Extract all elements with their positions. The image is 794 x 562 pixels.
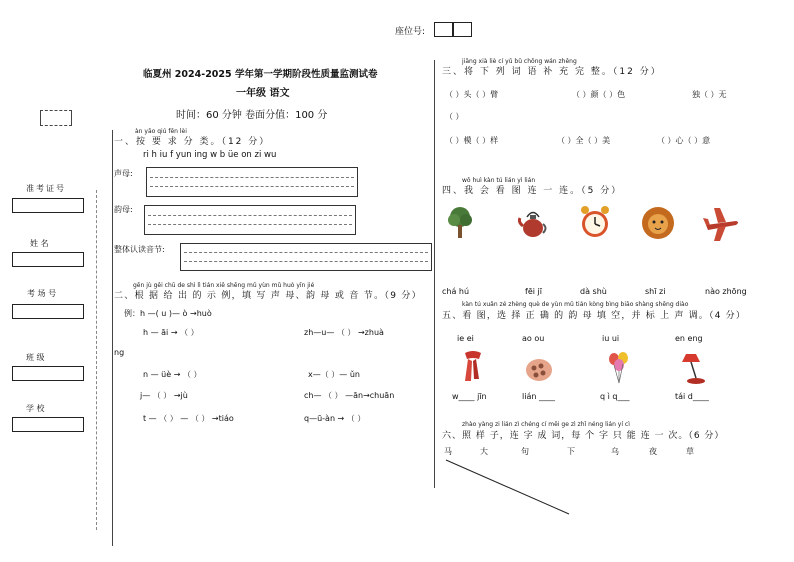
airplane-icon [700,203,742,245]
q1-label-whole: 整体认读音节: [114,245,165,254]
sidebar-field-label: 准考证号 [26,184,66,193]
q4-title: 四、我 会 看 图 连 一 连。（5 分） [442,186,623,196]
finals-writing-box[interactable] [144,205,356,235]
q2-item: zh—u— （ ） →zhuà [304,328,384,337]
q2-item: ng [114,348,125,357]
q2-example: 例：h —( u )— ò →huò [124,309,212,318]
lotus-root-icon [521,350,557,386]
q5-pinyin: kàn tú xuǎn zé zhèng què de yùn mǔ tián kòng bìng biāo shàng shēng diào [462,301,689,308]
q2-item: j— （ ） →jù [140,391,188,400]
initials-writing-box[interactable] [146,167,358,197]
q1-letters: ri h iu f yun ing w b üe on zi wu [143,150,277,160]
binding-line [96,190,97,530]
grade-subject: 一年级 语文 [236,88,290,99]
seat-box-2[interactable] [453,22,472,37]
q2-item: t — （ ） — （ ） →tiáo [143,414,234,423]
q3-item: （ ）颜（ ）色 [572,90,626,99]
q6-pinyin: zhào yàng zi lián zì chéng cí měi ge zì zhǐ néng lián yí cì [462,421,630,428]
q1-label-initials: 声母: [114,169,133,178]
sidebar-dash-box [40,110,72,126]
q2-pinyin: gēn jù gěi chū de shì lì tián xiě shēng mǔ yùn mǔ huò yīn jié [133,282,315,289]
name-field[interactable] [12,252,84,267]
q3-item: （ ）心（ ）意 [657,136,711,145]
q5-pair: en eng [675,334,703,343]
q6-char: 乌 [611,447,619,456]
school-field[interactable] [12,417,84,432]
balloons-icon [606,350,632,386]
desk-lamp-icon [680,350,708,386]
sidebar-field-label: 学 校 [26,404,45,413]
q1-title: 一、按 要 求 分 类。（12 分） [114,137,271,147]
q2-title: 二、根 据 给 出 的 示 例，填 写 声 母、韵 母 或 音 节。（9 分） [114,291,422,301]
q1-label-finals: 韵母: [114,205,133,214]
q6-char: 草 [686,447,694,456]
q4-word: dà shù [580,287,607,296]
lion-icon [641,204,675,242]
q5-answer[interactable]: w____ jīn [452,392,487,401]
tree-icon [446,205,474,241]
sidebar-field-label: 姓 名 [30,239,49,248]
q3-item: （ ）头（ ）臂 [445,90,499,99]
q6-char: 夜 [649,447,657,456]
q5-title: 五、看 图，选 择 正 确 的 韵 母 填 空，并 标 上 声 调。（4 分） [442,311,747,321]
sidebar-field-label: 考 场 号 [27,289,57,298]
q3-item: （ ）全（ ）美 [557,136,611,145]
q2-item: q—ū-àn → （ ） [304,414,366,423]
q1-pinyin: àn yāo qiú fēn lèi [135,128,187,135]
q5-pair: ie ei [457,334,474,343]
admission-number-field[interactable] [12,198,84,213]
sidebar-field-label: 班 级 [26,353,45,362]
q4-pinyin: wǒ huì kàn tú lián yì lián [462,177,536,184]
scarf-icon [460,349,486,385]
q5-pair: iu ui [602,334,620,343]
q3-title: 三、将 下 列 词 语 补 充 完 整。（12 分） [442,67,662,77]
column-divider [434,60,435,488]
q4-word: chá hú [442,287,470,296]
example-connecting-line [444,458,574,518]
q2-item: n — üè → （ ） [143,370,202,379]
page-title: 临夏州 2024-2025 学年第一学期阶段性质量监测试卷 [143,69,378,80]
alarm-clock-icon [578,203,612,241]
q3-pinyin: jiāng xià liè cí yǔ bǔ chōng wán zhěng [462,58,577,65]
whole-syllable-writing-box[interactable] [180,243,432,271]
q2-item: x—（ ）— ǔn [308,370,360,379]
q3-item: （ ） [445,112,464,121]
q4-word: shī zi [645,287,666,296]
binding-line-solid [112,130,113,546]
q5-answer[interactable]: lián ____ [522,392,555,401]
time-score: 时间：60 分钟 卷面分值：100 分 [176,110,328,121]
teapot-icon [518,206,548,240]
exam-room-field[interactable] [12,304,84,319]
q3-item: 独（ ）无 [692,90,727,99]
q5-answer[interactable]: q ì q___ [600,392,630,401]
q5-answer[interactable]: tái d____ [675,392,709,401]
q6-char: 下 [567,447,575,456]
q4-word: fēi jī [525,287,542,296]
q6-char: 马 [444,447,452,456]
seat-label: 座位号: [395,27,426,37]
class-field[interactable] [12,366,84,381]
q4-word: nào zhōng [705,287,747,296]
q2-item: h — āi → （ ） [143,328,199,337]
q6-char: 句 [521,447,529,456]
q3-item: （ ）模（ ）样 [445,136,499,145]
seat-box-1[interactable] [434,22,453,37]
q6-char: 大 [480,447,488,456]
q2-item: ch— （ ） —ān→chuān [304,391,395,400]
q6-title: 六、照 样 子，连 字 成 词，每 个 字 只 能 连 一 次。（6 分） [442,431,725,441]
q5-pair: ao ou [522,334,545,343]
